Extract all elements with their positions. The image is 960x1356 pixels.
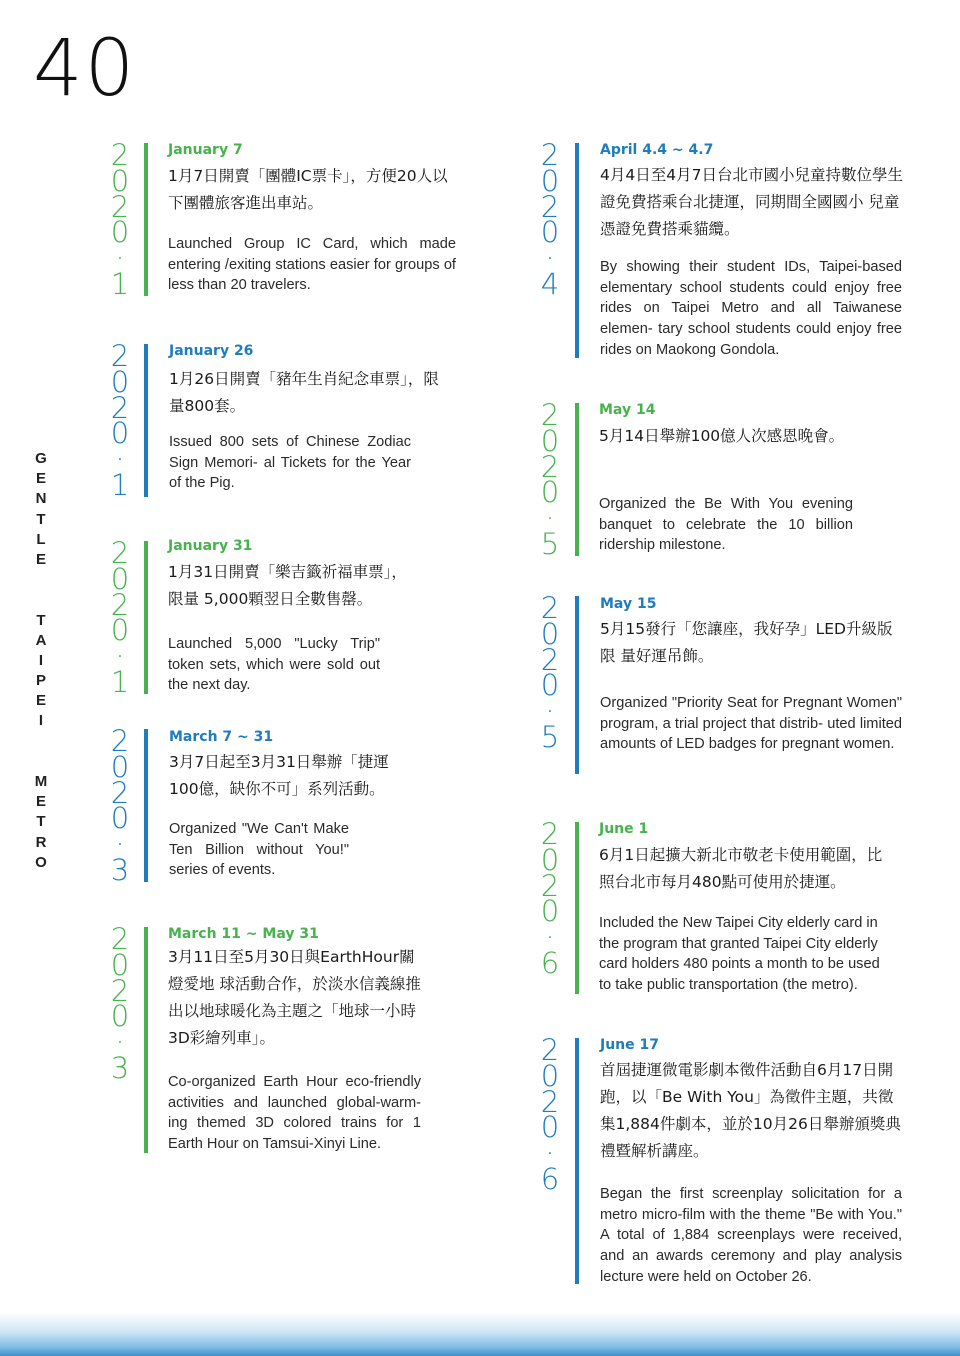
side-label-letter [31, 590, 51, 610]
year-month-vertical [107, 138, 133, 301]
side-label-letter: N [35, 490, 47, 508]
year-char: 1 [110, 266, 130, 301]
year-char: 1 [110, 664, 130, 699]
year-month-vertical [537, 591, 563, 754]
entry-date: January 31 [168, 538, 253, 554]
year-char: 6 [540, 1161, 560, 1196]
entry-date: June 17 [600, 1037, 659, 1053]
year-month-vertical [537, 138, 563, 301]
year-char: 2 [110, 587, 130, 622]
year-char: 4 [540, 266, 560, 301]
entry-text-en: Organized the Be With You evening banquet to celebrate the 10 billion ridership milestone. [599, 496, 853, 554]
year-char: 3 [110, 852, 130, 887]
side-label-letter [31, 570, 51, 590]
year-char: 0 [110, 215, 130, 250]
entry-text-en: By showing their student IDs, Taipei-based elementary school students could enjoy free rides on Taipei Metro and all Taiwanese elemen- tary school students could enjoy free rides on Maokong Gondola. [600, 259, 902, 358]
side-label-letter: G [35, 450, 47, 467]
year-char: 3 [110, 1050, 130, 1085]
entry-text-zh: 4月4日至4月7日台北市國小兒童持數位學生證免費搭乘台北捷運，同期間全國國小 兒童憑證免費搭乘貓纜。 [600, 166, 903, 238]
entry-text-zh: 1月31日開賣「樂吉籤祈福車票」，限量 5,000顆翌日全數售罄。 [168, 563, 407, 608]
year-char: 2 [540, 591, 560, 625]
year-char: 2 [110, 189, 130, 224]
side-label-letter [31, 732, 51, 752]
entry-date: March 7 ~ 31 [169, 729, 274, 745]
footer-gradient-band [0, 1312, 960, 1356]
entry-text-en: Launched Group IC Card, which made entering /exiting stations easier for groups of less than 20 travelers. [168, 236, 456, 294]
year-char: 5 [540, 719, 560, 754]
year-char: 5 [540, 526, 560, 561]
vertical-side-label [31, 449, 51, 873]
timeline-bar [575, 403, 579, 556]
year-char: 0 [540, 616, 560, 651]
year-char: 0 [110, 613, 130, 648]
timeline-bar [575, 822, 579, 994]
year-char: 0 [540, 215, 560, 250]
year-char: 0 [110, 801, 130, 836]
entry-text-en: Launched 5,000 "Lucky Trip" token sets, which were sold out the next day. [168, 636, 380, 694]
year-char: · [545, 694, 555, 729]
year-char: 2 [540, 138, 560, 172]
timeline-bar [144, 729, 148, 882]
side-label-letter: A [35, 631, 47, 649]
year-char: 0 [540, 163, 560, 198]
entry-text-en: Organized "Priority Seat for Pregnant Women" program, a trial project that distrib- uted limited amounts of LED badges for pregnant women. [600, 695, 902, 753]
entry-date: May 15 [600, 596, 657, 612]
year-char: 0 [110, 416, 130, 451]
side-label-letter: E [35, 793, 46, 811]
year-month-vertical [107, 922, 133, 1085]
year-char: 2 [540, 1033, 560, 1067]
year-month-vertical [107, 536, 133, 699]
side-label-letter: M [34, 773, 48, 790]
year-char: 2 [110, 973, 130, 1008]
side-label-letter: E [35, 550, 46, 568]
year-char: · [115, 442, 125, 477]
timeline-bar [575, 596, 579, 774]
side-label-letter: I [38, 651, 44, 669]
entry-date: April 4.4 ~ 4.7 [600, 142, 714, 158]
year-char: 0 [110, 561, 130, 596]
year-char: 0 [540, 475, 560, 510]
entry-text-zh: 1月7日開賣「團體IC票卡」，方便20人以下團體旅客進出車站。 [168, 167, 448, 212]
side-label-letter: T [36, 813, 46, 831]
entry-text-zh: 5月15發行「您讓座，我好孕」LED升級版限 量好運吊飾。 [600, 620, 893, 665]
entry-text-zh: 3月7日起至3月31日舉辦「捷運100億，缺你不可」系列活動。 [169, 753, 389, 798]
side-label-letter: L [36, 530, 46, 548]
entry-date: March 11 ~ May 31 [168, 926, 319, 942]
side-label-letter: P [35, 672, 46, 690]
year-char: · [545, 241, 555, 276]
entry-text-zh: 3月11日至5月30日與EarthHour關燈愛地 球活動合作，於淡水信義線推出以地球暖化為主題之「地球一小時3D彩繪列車」。 [168, 948, 421, 1047]
year-char: 2 [540, 642, 560, 677]
year-char: · [115, 827, 125, 862]
entry-text-zh: 6月1日起擴大新北市敬老卡使用範圍，比照台北市每月480點可使用於捷運。 [599, 846, 883, 891]
entry-date: January 7 [168, 142, 243, 158]
entry-date: January 26 [169, 343, 254, 359]
year-char: 6 [540, 945, 560, 980]
year-month-vertical [537, 398, 563, 561]
side-label-letter [31, 752, 51, 772]
entry-date: May 14 [599, 402, 656, 418]
timeline-bar [144, 344, 148, 497]
year-char: 2 [110, 536, 130, 570]
year-char: 2 [110, 724, 130, 758]
entry-text-en: Co-organized Earth Hour eco-friendly activities and launched global-warm- ing themed 3D colored trains for 1 Earth Hour on Tamsui-Xinyi Line. [168, 1074, 421, 1153]
year-char: 0 [540, 1110, 560, 1145]
timeline-bar [144, 927, 148, 1153]
entry-text-en: Issued 800 sets of Chinese Zodiac Sign Memori- al Tickets for the Year of the Pig. [169, 434, 411, 492]
side-label-letter: O [35, 853, 47, 871]
entry-text-zh: 1月26日開賣「豬年生肖紀念車票」，限量800套。 [169, 370, 439, 415]
year-char: · [115, 1025, 125, 1060]
side-label-letter: R [35, 833, 47, 851]
year-char: 0 [540, 894, 560, 929]
year-char: 2 [540, 1084, 560, 1119]
year-char: · [545, 501, 555, 536]
year-char: 2 [110, 922, 130, 956]
year-char: 2 [540, 817, 560, 851]
year-month-vertical [537, 817, 563, 980]
year-char: 0 [110, 163, 130, 198]
page-number: 40 [33, 24, 137, 114]
year-char: 0 [110, 364, 130, 399]
year-char: 0 [110, 999, 130, 1034]
side-label-letter: E [35, 692, 46, 710]
year-char: · [545, 1136, 555, 1171]
year-char: 0 [540, 668, 560, 703]
side-label-letter: E [35, 470, 46, 488]
timeline-bar [575, 143, 579, 358]
year-char: 2 [540, 189, 560, 224]
year-char: · [115, 241, 125, 276]
timeline-bar [144, 143, 148, 296]
year-month-vertical [537, 1033, 563, 1196]
year-char: 2 [540, 449, 560, 484]
entry-text-zh: 首屆捷運微電影劇本徵件活動自6月17日開跑，以「Be With You」為徵件主題，共徵集1,884件劇本，並於10月26日舉辦頒獎典禮暨解析講座。 [600, 1061, 901, 1160]
year-char: 0 [110, 947, 130, 982]
year-char: 1 [110, 467, 130, 502]
entry-text-zh: 5月14日舉辦100億人次感恩晚會。 [599, 427, 845, 445]
year-char: · [545, 920, 555, 955]
entry-text-en: Began the first screenplay solicitation for a metro micro-film with the theme "Be with You." A total of 1,884 screenplays were received, and an awards ceremony and play analysis lecture were held on October 26. [600, 1186, 902, 1285]
year-char: 2 [540, 398, 560, 432]
side-label-letter: T [36, 611, 46, 629]
entry-text-en: Organized "We Can't Make Ten Billion without You!" series of events. [169, 821, 349, 879]
side-label-letter: I [38, 712, 44, 730]
timeline-bar [144, 541, 148, 694]
year-char: 0 [540, 842, 560, 877]
timeline-bar [575, 1038, 579, 1284]
side-label-letter: T [36, 510, 46, 528]
year-char: 2 [110, 339, 130, 373]
year-char: · [115, 639, 125, 674]
year-month-vertical [107, 724, 133, 887]
year-char: 2 [110, 138, 130, 172]
year-char: 0 [540, 1058, 560, 1093]
entry-date: June 1 [599, 821, 649, 837]
year-char: 2 [110, 390, 130, 425]
year-char: 0 [110, 749, 130, 784]
year-char: 0 [540, 423, 560, 458]
year-char: 2 [110, 775, 130, 810]
entry-text-en: Included the New Taipei City elderly card in the program that granted Taipei City elderly card holders 480 points a month to be used to take public transportation (the metro). [599, 915, 880, 994]
year-char: 2 [540, 868, 560, 903]
year-month-vertical [107, 339, 133, 502]
